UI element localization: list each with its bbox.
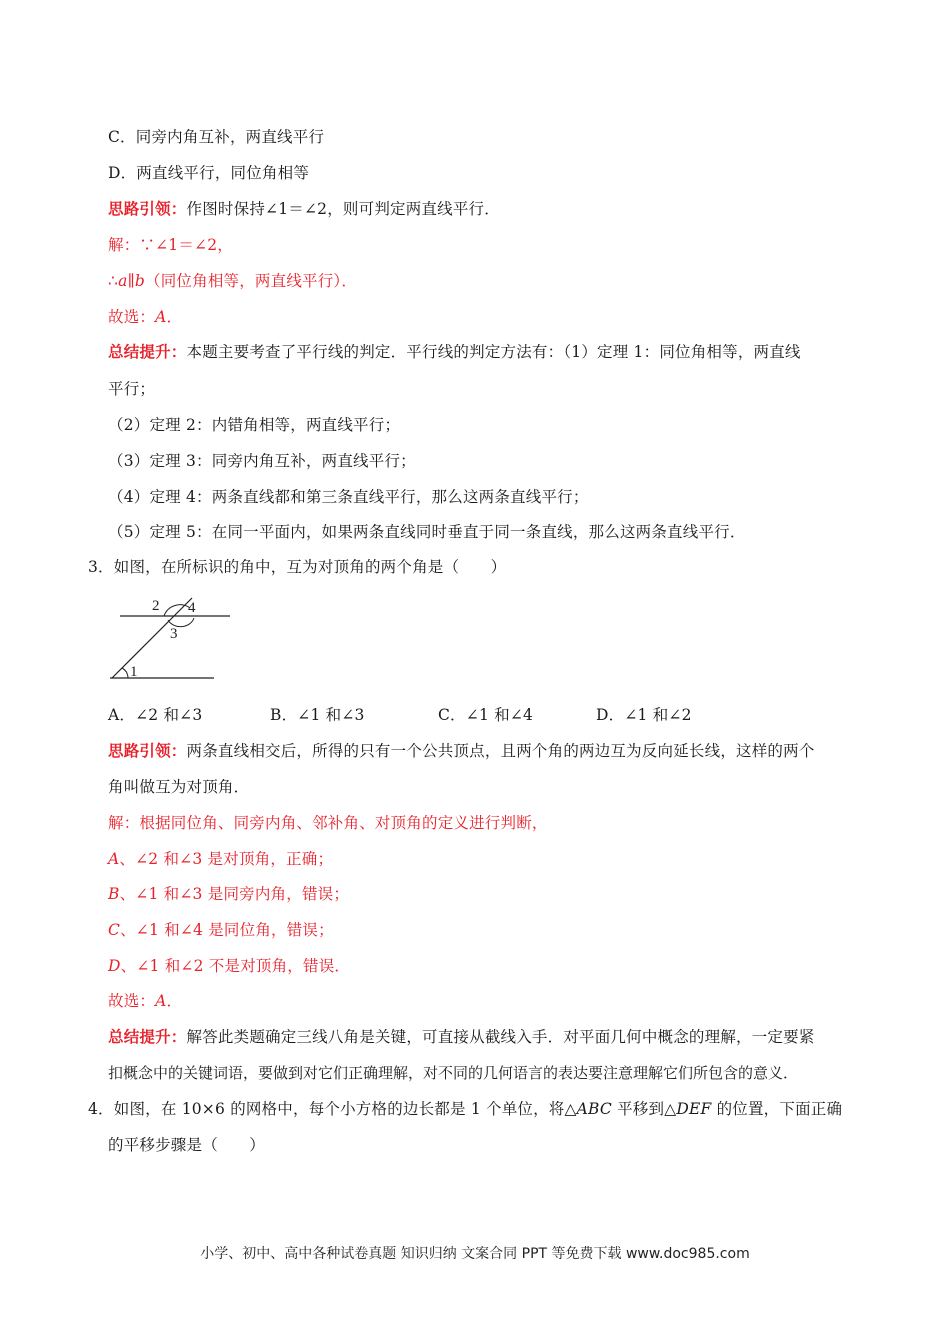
analysis-d: 、∠1 和∠2 不是对顶角，错误． [120, 957, 351, 975]
label-1: 1 [130, 664, 138, 680]
summary-label: 总结提升： [108, 343, 187, 361]
theorem-3: （3）定理 3：同旁内角互补，两直线平行； [108, 452, 416, 470]
reason: （同位角相等，两直线平行）． [145, 272, 358, 290]
line-b: b [134, 272, 146, 290]
q2-summary-1 [108, 341, 801, 363]
q3-answer [108, 990, 182, 1012]
q2-hint [108, 198, 500, 220]
analysis-a: 、∠2 和∠3 是对顶角，正确； [119, 850, 334, 868]
label-2: 2 [152, 598, 160, 614]
hint-label: 思路引领： [108, 200, 187, 218]
analysis-b: 、∠1 和∠3 是同旁内角，错误； [119, 885, 350, 903]
q3-summary-1 [108, 1026, 815, 1048]
hint-text: 两条直线相交后，所得的只有一个公共顶点，且两个角的两边互为反向延长线，这样的两个 [186, 742, 815, 760]
theorem-4: （4）定理 4：两条直线都和第三条直线平行，那么这两条直线平行； [108, 488, 589, 506]
q2-summary-2: 平行； [108, 380, 156, 398]
option-a: A．∠2 和∠3 [108, 706, 203, 724]
page-footer: 小学、初中、高中各种试卷真题 知识归纳 文案合同 PPT 等免费下载 www.doc985.com [200, 1246, 750, 1262]
q4-text-c: 的位置，下面正确 [711, 1100, 843, 1118]
answer-prefix: 故选： [108, 308, 156, 326]
answer-prefix: 故选： [108, 992, 156, 1010]
theorem-5: （5）定理 5：在同一平面内，如果两条直线同时垂直于同一条直线，那么这两条直线平行． [108, 523, 746, 541]
summary-label: 总结提升： [108, 1028, 187, 1046]
summary-text: 解答此类题确定三线八角是关键，可直接从截线入手．对平面几何中概念的理解，一定要紧 [186, 1028, 815, 1046]
answer-end: ． [166, 992, 183, 1010]
q3-hint-1 [108, 740, 815, 762]
therefore: ∴ [108, 272, 119, 290]
triangle-def: DEF [676, 1100, 712, 1118]
q4-text-b: 平移到△ [611, 1100, 677, 1118]
answer-letter: A [155, 308, 167, 326]
q3-summary-2: 扣概念中的关键词语，要做到对它们正确理解，对不同的几何语言的表达要注意理解它们所包含的意义． [108, 1064, 799, 1082]
q3-analysis-d [108, 955, 350, 977]
angle-arc-upper [164, 605, 190, 616]
option-c: C．∠1 和∠4 [438, 706, 534, 724]
option-c: C．同旁内角互补，两直线平行 [108, 128, 325, 146]
q3-analysis-b [108, 883, 349, 905]
letter-b: B [108, 885, 120, 903]
q4-stem-1 [88, 1098, 842, 1120]
option-b: B．∠1 和∠3 [270, 706, 365, 724]
q3-analysis-a [108, 848, 333, 870]
line-a: a [118, 272, 128, 290]
q2-solution-2 [108, 270, 357, 292]
option-d: D．两直线平行，同位角相等 [108, 164, 310, 182]
analysis-c: 、∠1 和∠4 是同位角，错误； [120, 921, 334, 939]
triangle-abc: ABC [576, 1100, 612, 1118]
letter-d: D [108, 957, 121, 975]
q2-answer [108, 306, 182, 328]
angle-arc-1 [122, 668, 128, 678]
label-3: 3 [170, 626, 178, 642]
hint-label: 思路引领： [108, 742, 187, 760]
answer-end: ． [166, 308, 183, 326]
label-4: 4 [188, 600, 196, 616]
summary-text: 本题主要考查了平行线的判定．平行线的判定方法有：（1）定理 1：同位角相等，两直线 [186, 343, 801, 361]
q4-text-a: 4．如图，在 10×6 的网格中，每个小方格的边长都是 1 个单位，将△ [88, 1100, 577, 1118]
q3-analysis-c [108, 919, 334, 941]
q3-hint-2: 角叫做互为对顶角． [108, 778, 250, 796]
q3-options [108, 704, 748, 726]
letter-c: C [108, 921, 121, 939]
q2-solution-1: 解：∵∠1＝∠2， [108, 236, 233, 254]
option-d: D．∠1 和∠2 [596, 706, 692, 724]
hint-text: 作图时保持∠1＝∠2，则可判定两直线平行． [186, 200, 500, 218]
parallel-sign: ∥ [127, 272, 135, 290]
answer-letter: A [155, 992, 167, 1010]
q3-solution: 解：根据同位角、同旁内角、邻补角、对顶角的定义进行判断， [108, 814, 548, 832]
q3-stem: 3．如图，在所标识的角中，互为对顶角的两个角是（ ） [88, 558, 507, 576]
q4-stem-2: 的平移步骤是（ ） [108, 1136, 266, 1154]
angle-figure [106, 592, 236, 684]
letter-a: A [108, 850, 120, 868]
theorem-2: （2）定理 2：内错角相等，两直线平行； [108, 416, 401, 434]
